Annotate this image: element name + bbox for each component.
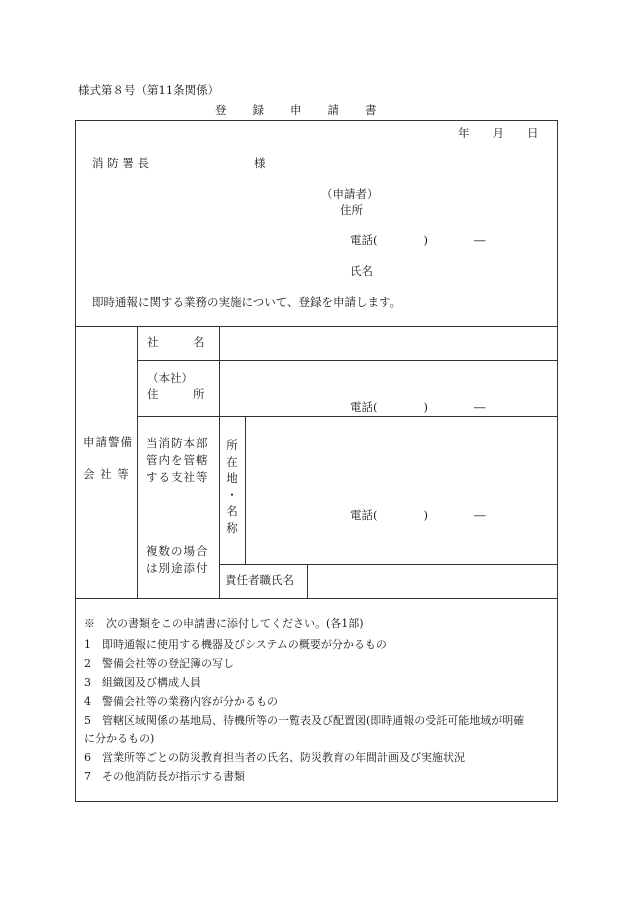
location-name-label: 所 在 地 ・ 名 称: [226, 438, 238, 535]
address-label: 住所: [340, 203, 363, 217]
note-item: 1 即時通報に使用する機器及びシステムの概要が分かるもの: [84, 638, 387, 651]
table-divider: [219, 326, 220, 599]
group-label: 申請警備: [83, 435, 133, 449]
table-divider: [219, 564, 558, 565]
note-item: 6 営業所等ごとの防災教育担当者の氏名、防災教育の年間計画及び実施状況: [84, 751, 465, 764]
branch-label: する支社等: [146, 470, 209, 484]
addressee: 消 防 署 長: [92, 156, 149, 170]
head-office-address-field[interactable]: [225, 364, 555, 394]
branch-label: 管内を管轄: [146, 453, 209, 467]
table-divider: [307, 564, 308, 599]
name-label: 氏名: [350, 264, 373, 278]
branch-phone[interactable]: 電話( ) ―: [350, 508, 486, 522]
table-divider: [245, 416, 246, 564]
note-item: 3 組織図及び構成人員: [84, 676, 201, 689]
honorific: 様: [254, 156, 266, 170]
head-office-address-label: 住 所: [147, 387, 205, 401]
note-item: 2 警備会社等の登記簿の写し: [84, 657, 234, 670]
company-name-field[interactable]: [225, 335, 555, 357]
form-number: 様式第８号（第11条関係）: [78, 83, 220, 97]
responsible-person-label: 責任者職氏名: [225, 573, 294, 587]
head-office-phone[interactable]: 電話( ) ―: [350, 400, 486, 414]
notes-intro: ※ 次の書類をこの申請書に添付してください。(各1部): [84, 617, 364, 630]
note-item: 7 その他消防長が指示する書類: [84, 770, 245, 783]
table-divider: [137, 360, 558, 361]
branch-label: 当消防本部: [146, 436, 209, 450]
page-title: 登 録 申 請 書: [215, 103, 378, 117]
note-item: 4 警備会社等の業務内容が分かるもの: [84, 695, 278, 708]
note-item: に分かるもの): [84, 732, 155, 745]
date-line[interactable]: 年 月 日: [458, 126, 539, 140]
request-text: 即時通報に関する業務の実施について、登録を申請します。: [92, 295, 402, 309]
head-office-label: （本社）: [147, 371, 193, 385]
table-divider: [137, 416, 558, 417]
branch-multiple-note: 複数の場合: [146, 544, 209, 558]
group-label: 会 社 等: [83, 467, 130, 481]
branch-location-field[interactable]: [250, 422, 553, 502]
branch-multiple-note: は別途添付: [146, 561, 209, 575]
responsible-person-field[interactable]: [312, 569, 555, 595]
applicant-phone[interactable]: 電話( ) ―: [350, 233, 486, 247]
table-divider: [137, 326, 138, 599]
applicant-label: （申請者）: [321, 187, 379, 201]
note-item: 5 管轄区域関係の基地局、待機所等の一覧表及び配置図(即時通報の受託可能地域が明確: [84, 714, 525, 727]
company-name-label: 社 名: [147, 335, 205, 349]
